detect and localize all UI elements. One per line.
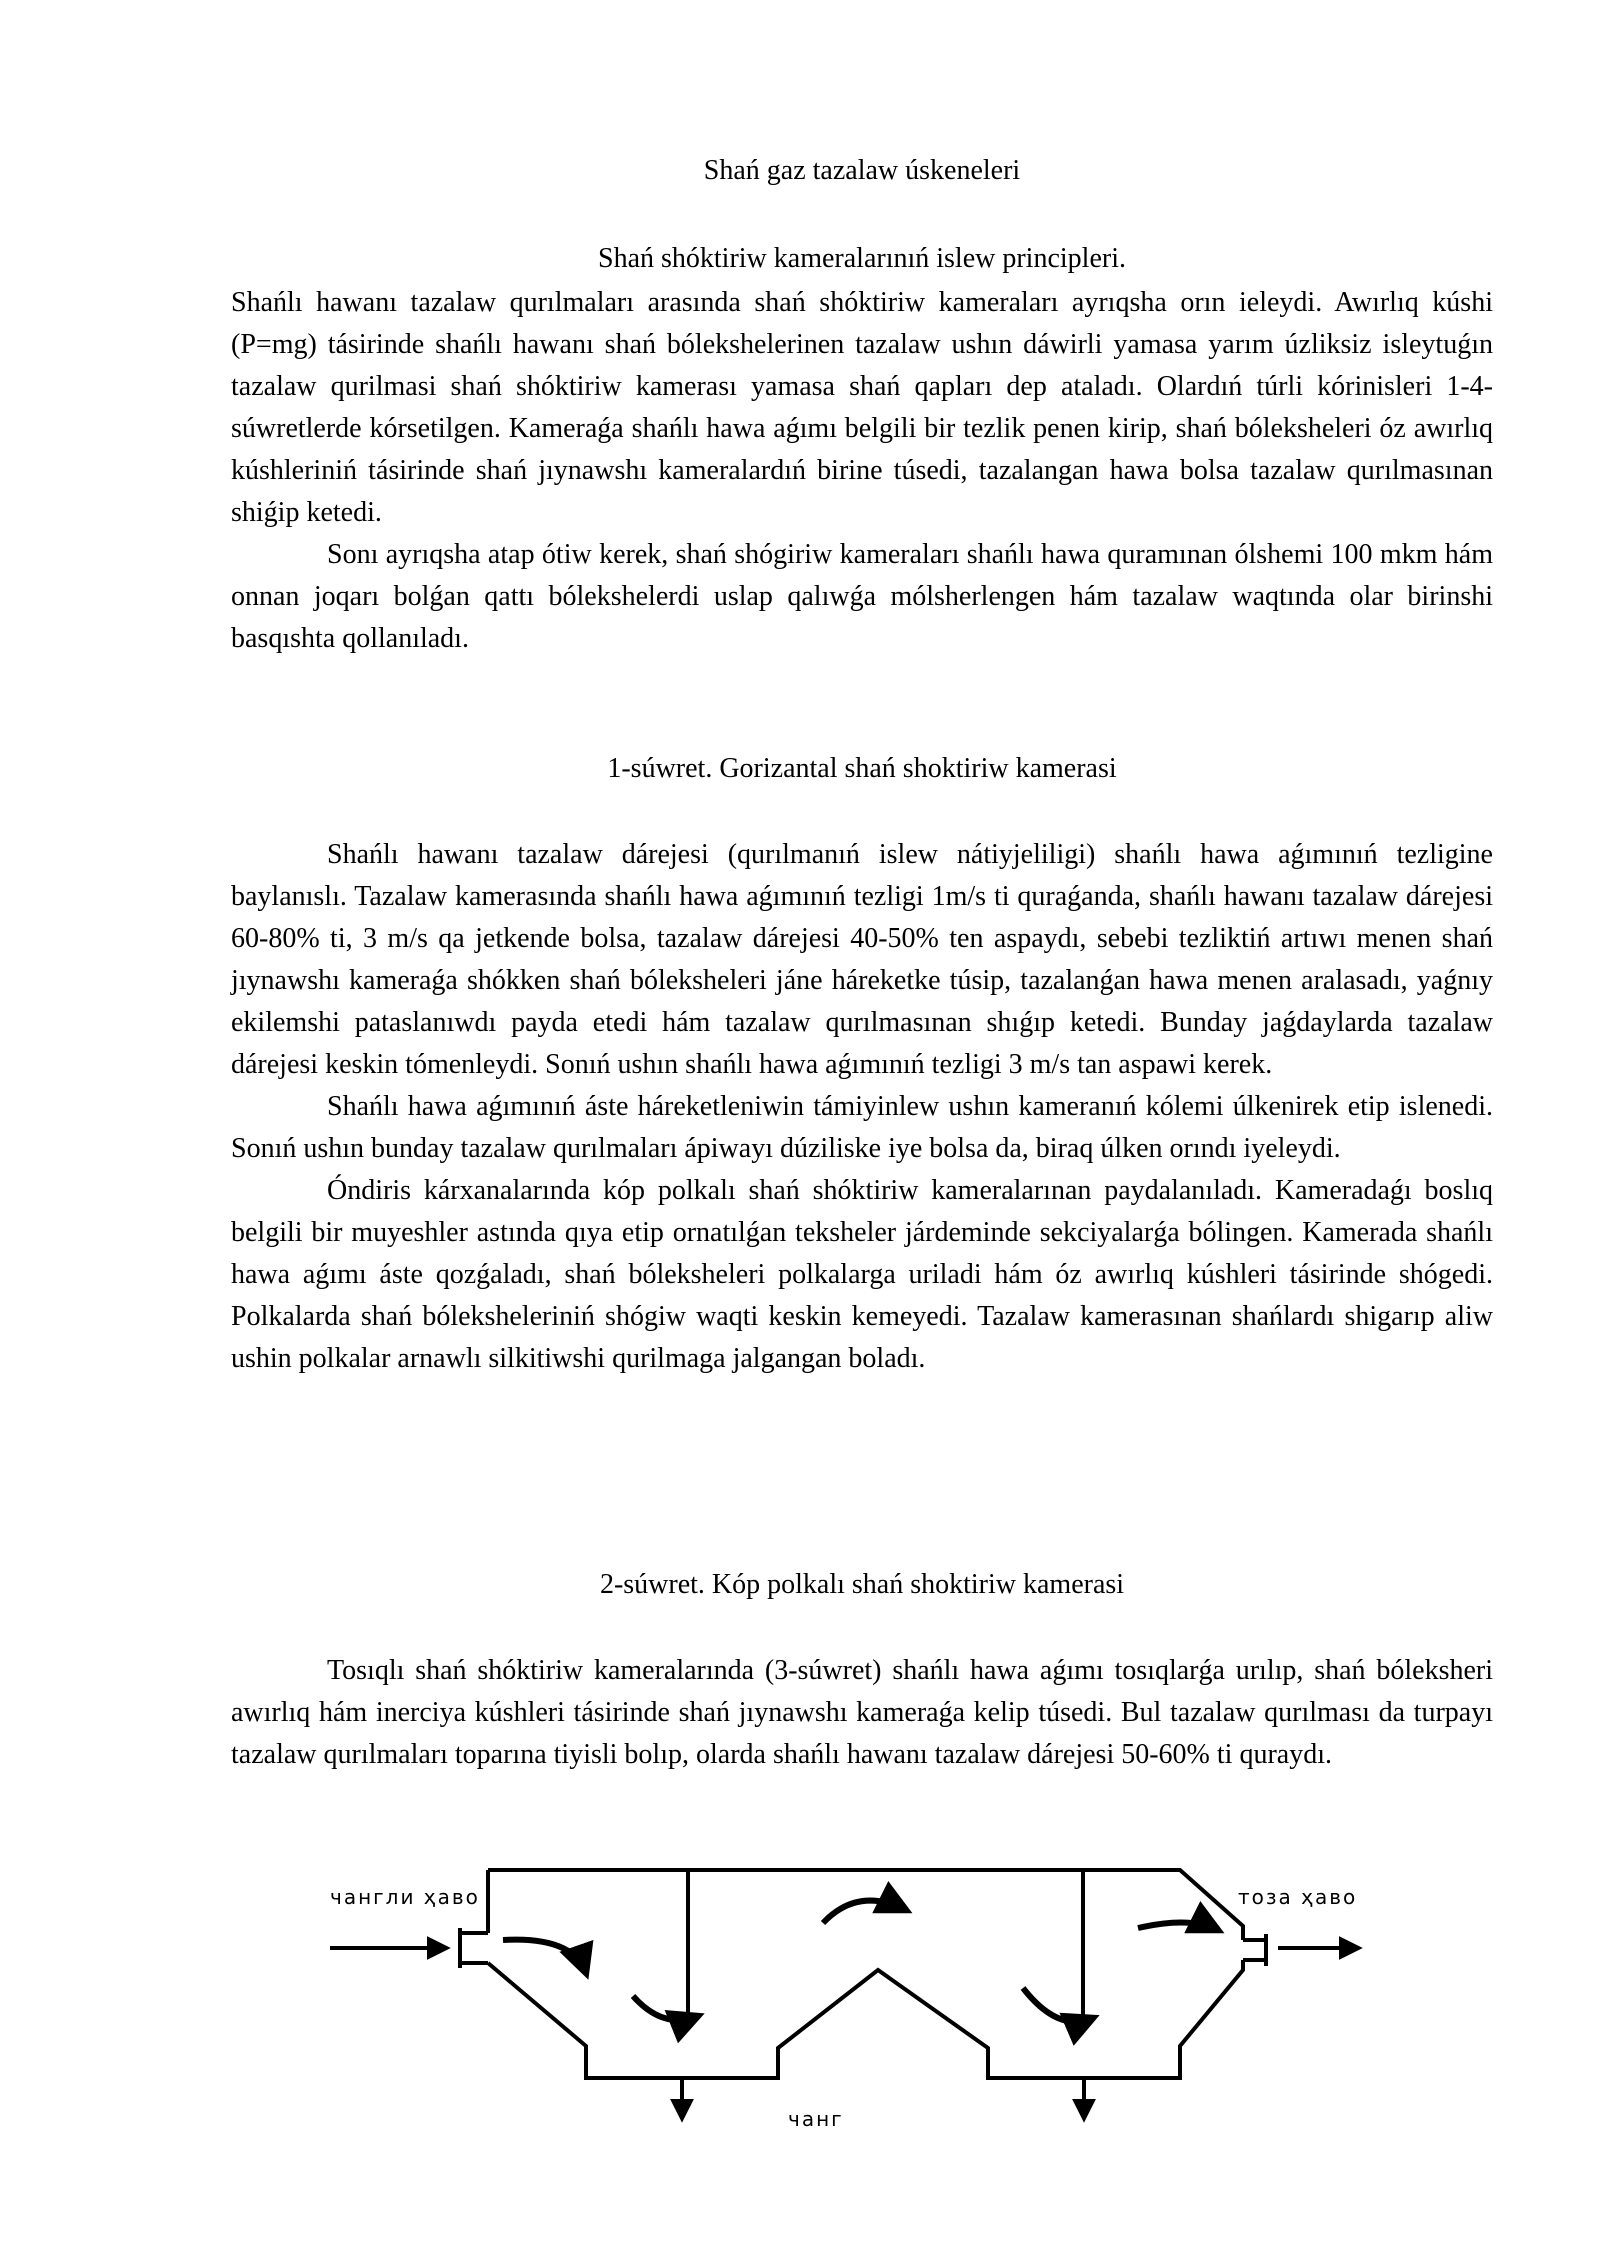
- paragraph: Óndiris kárxanalarında kóp polkalı shań shóktiriw kameralarınan paydalanıladı. Kameradaǵı boslıq belgili bir muyeshler astında qıya etip ornatılǵan teksheler járdeminde sekciyalarǵa bólingen. Kamerada shańlı hawa aǵımı áste qozǵaladı, shań bóleksheleri polkalarga uriladi hám óz awırlıq kúshleri tásirinde shógedi. Polkalarda shań bóleksheleriniń shógiw waqti keskin kemeyedi. Tazalaw kamerasınan shańlardı shigarıp aliw ushin polkalar arnawlı silkitiwshi qurilmaga jalgangan boladı.: [231, 1175, 1493, 1374]
- figure2-caption: 2-súwret. Kóp polkalı shań shoktiriw kamerasi: [599, 1569, 1125, 1600]
- inlet-nozzle: [460, 1928, 488, 1968]
- figure1-caption: 1-súwret. Gorizantal shań shoktiriw kamerasi: [607, 753, 1117, 784]
- paragraph: Sonı ayrıqsha atap ótiw kerek, shań shógiriw kameraları shańlı hawa quramınan ólshemi 100 mkm hám onnan joqarı bolǵan qattı bólekshelerdi uslap qalıwǵa mólsherlengen hám tazalaw waqtında olar birinshi basqıshta qollanıladı.: [231, 539, 1493, 654]
- paragraph: Shańlı hawa aǵımınıń áste háreketleniwin támiyinlew ushın kameranıń kólemi úlkenirek etip islenedi. Sonıń ushın bunday tazalaw qurılmaları ápiwayı dúziliske iye bolsa da, biraq úlken orındı iyeleydi.: [231, 1091, 1493, 1164]
- document-title: Shań gaz tazalaw úskeneleri: [703, 155, 1021, 186]
- paragraph: Shańlı hawanı tazalaw qurılmaları arasında shań shóktiriw kameraları ayrıqsha orın ieleydi. Awırlıq kúshi (P=mg) tásirinde shańlı hawanı shań bólekshelerinen tazalaw ushın dáwirli yamasa yarım úzliksiz isleytuǵın tazalaw qurilmasi shań shóktiriw kamerası yamasa shań qapları dep ataladı. Olardıń túrli kórinisleri 1-4-súwretlerde kórsetilgen. Kameraǵa shańlı hawa aǵımı belgili bir tezlik penen kirip, shań bóleksheleri óz awırlıq kúshleriniń tásirinde shań jıynawshı kameralardıń birine túsedi, tazalangan hawa bolsa tazalaw qurılmasınan shiǵip ketedi.: [231, 287, 1493, 528]
- settling-chamber-diagram: [318, 1848, 1368, 2138]
- outlet-label: тоза ҳаво: [1238, 1885, 1358, 1909]
- paragraph: Tosıqlı shań shóktiriw kameralarında (3-súwret) shańlı hawa aǵımı tosıqlarǵa urılıp, shań bóleksheri awırlıq hám inerciya kúshleri tásirinde shań jıynawshı kameraǵa kelip túsedi. Bul tazalaw qurılması da turpayı tazalaw qurılmaları toparına tiyisli bolıp, olarda shańlı hawanı tazalaw dárejesi 50-60% ti quraydı.: [231, 1655, 1493, 1770]
- flow-arrow: [503, 1940, 586, 1973]
- paragraph: Shańlı hawanı tazalaw dárejesi (qurılmanıń islew nátiyjeliligi) shańlı hawa aǵımınıń tezligine baylanıslı. Tazalaw kamerasında shańlı hawa aǵımınıń tezligi 1m/s ti quraǵanda, shańlı hawanı tazalaw dárejesi 60-80% ti, 3 m/s qa jetkende bolsa, tazalaw dárejesi 40-50% ten aspaydı, sebebi tezliktiń artıwı menen shań jıynawshı kameraǵa shókken shań bóleksheleri jáne háreketke túsip, tazalanǵan hawa menen aralasadı, yaǵnıy ekilemshi pataslanıwdı payda etedi hám tazalaw qurılmasınan shıǵıp ketedi. Bunday jaǵdaylarda tazalaw dárejesi keskin tómenleydi. Sonıń ushın shańlı hawa aǵımınıń tezligi 3 m/s tan aspawi kerek.: [231, 839, 1493, 1080]
- text-block-1: [231, 282, 1493, 660]
- dust-label: чанг: [788, 2107, 844, 2131]
- text-block-3: [231, 1650, 1493, 1776]
- section-heading: Shań shóktiriw kameralarınıń islew principleri.: [598, 243, 1126, 274]
- flow-arrow: [1138, 1922, 1218, 1930]
- text-block-2: [231, 834, 1493, 1380]
- outlet-nozzle: [1243, 1934, 1266, 1966]
- inlet-label: чангли ҳаво: [330, 1885, 480, 1909]
- flow-arrow: [823, 1901, 906, 1923]
